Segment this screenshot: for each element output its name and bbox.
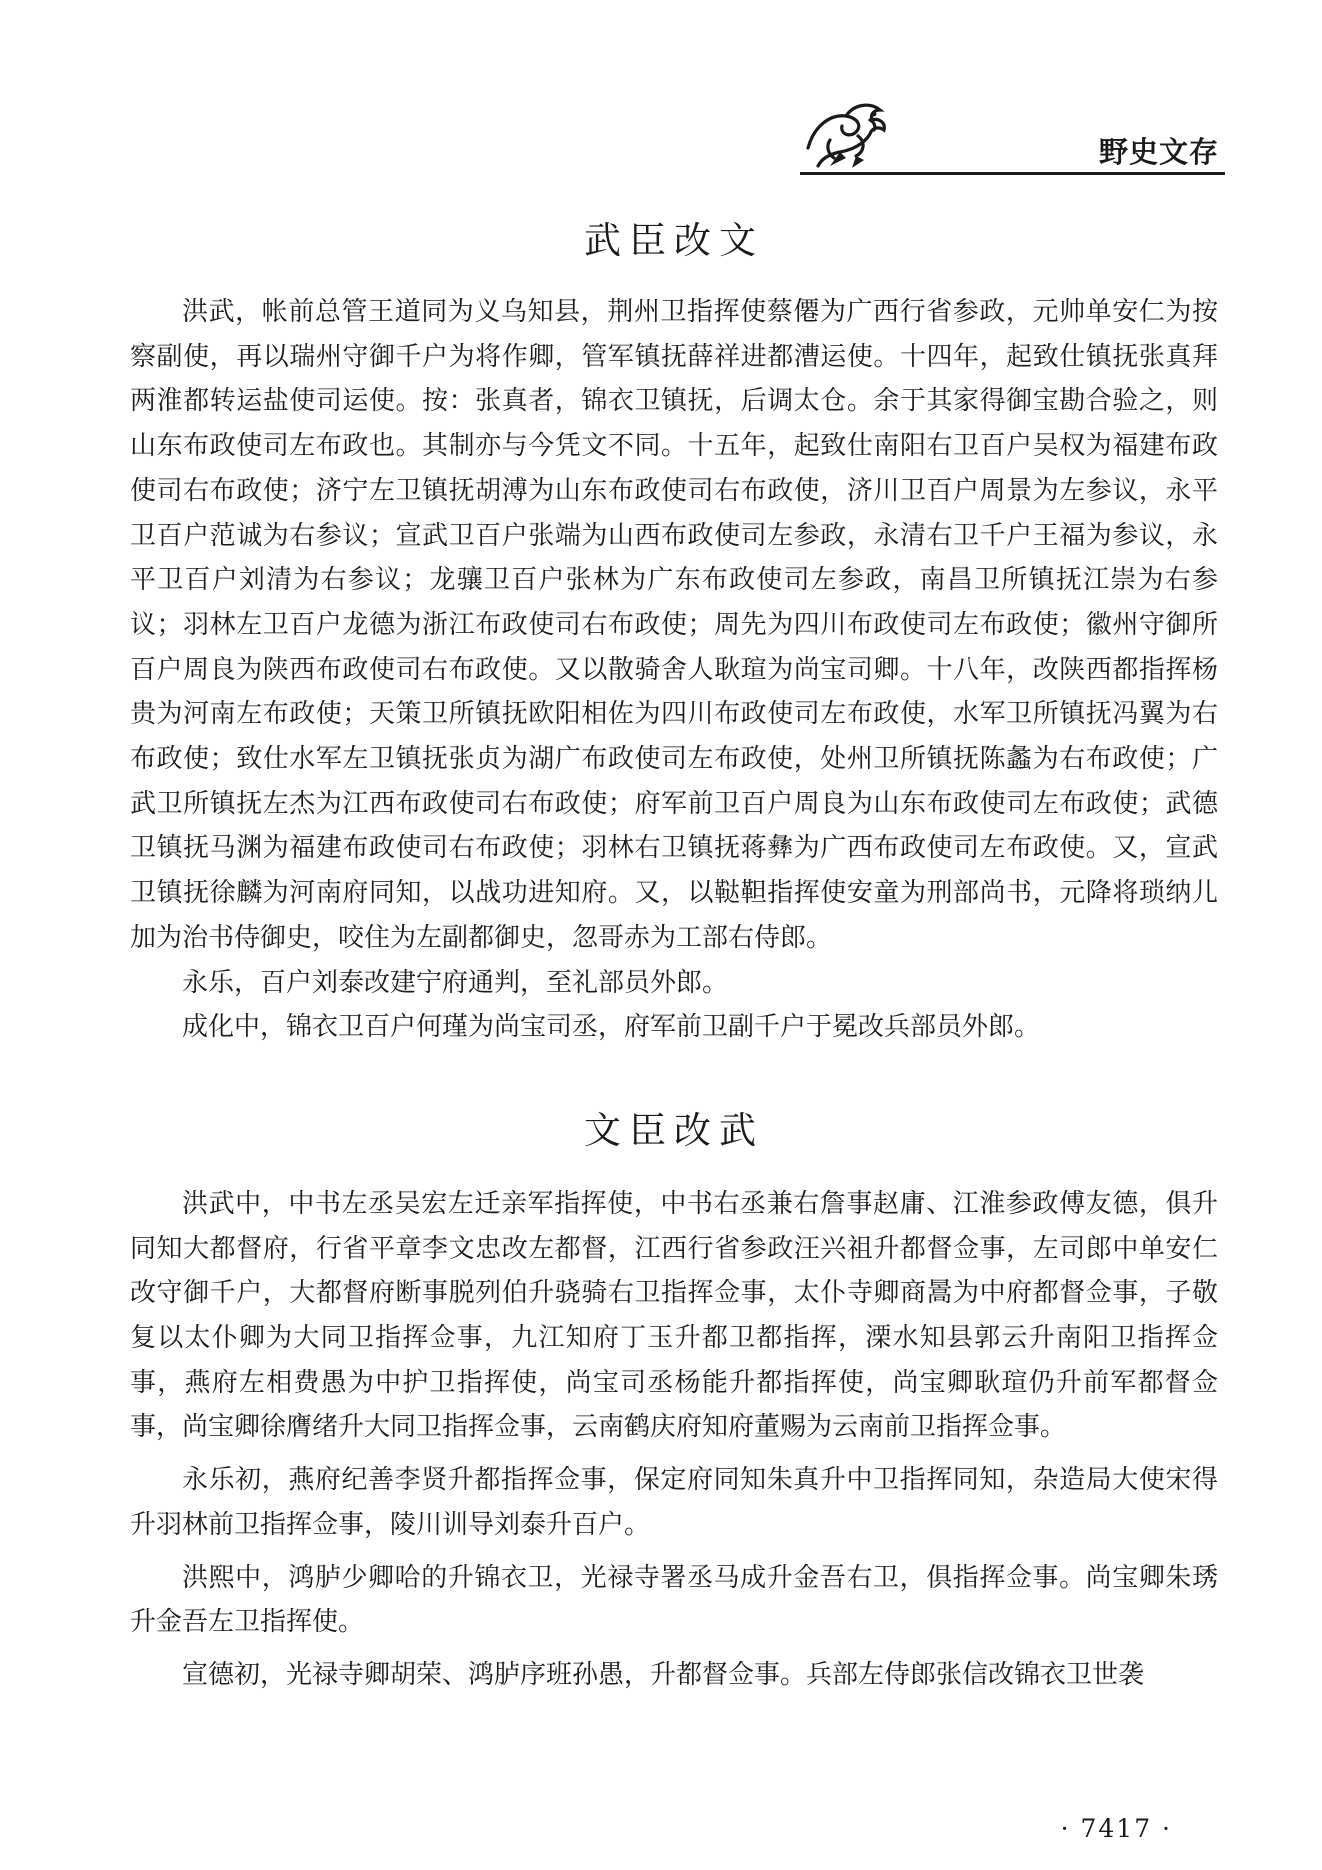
- page-body: [130, 210, 1218, 1698]
- section-wenchen-gaiwu: [130, 1100, 1218, 1698]
- paragraph: 永乐，百户刘泰改建宁府通判，至礼部员外郎。: [182, 967, 729, 998]
- section-title: 武臣改文: [584, 219, 764, 262]
- dragon-emblem-icon: [800, 96, 900, 172]
- paragraph: 成化中，锦衣卫百户何瑾为尚宝司丞，府军前卫副千户于冕改兵部员外郎。: [182, 1012, 1041, 1043]
- paragraph: 宣德初，光禄寺卿胡荣、鸿胪序班孙愚，升都督佥事。兵部左侍郎张信改锦衣卫世袭: [182, 1659, 1145, 1690]
- paragraph: 洪武，帐前总管王道同为义乌知县，荆州卫指挥使蔡僊为广西行省参政，元帅单安仁为按察副使，再以瑞州守御千户为将作卿，管军镇抚薛祥进都漕运使。十四年，起致仕镇抚张真拜两淮都转运盐使司运使。按：张真者，锦衣卫镇抚，后调太仓。余于其家得御宝勘合验之，则山东布政使司左布政也。其制亦与今凭文不同。十五年，起致仕南阳右卫百户吴权为福建布政使司右布政使；济宁左卫镇抚胡溥为山东布政使司右布政使，济川卫百户周景为左参议，永平卫百户范诚为右参议；宣武卫百户张端为山西布政使司左参政，永清右卫千户王福为参议，永平卫百户刘清为右参议；龙骧卫百户张林为广东布政使司左参政，南昌卫所镇抚江崇为右参议；羽林左卫百户龙德为浙江布政使司右布政使；周先为四川布政使司左布政使；徽州守御所百户周良为陕西布政使司右布政使。又以散骑舍人耿瑄为尚宝司卿。十八年，改陕西都指挥杨贵为河南左布政使；天策卫所镇抚欧阳相佐为四川布政使司左布政使，水军卫所镇抚冯翼为右布政使；致仕水军左卫镇抚张贞为湖广布政使司左布政使，处州卫所镇抚陈蠡为右布政使；广武卫所镇抚左杰为江西布政使司右布政使；府军前卫百户周良为山东布政使司左布政使；武德卫镇抚马渊为福建布政使司右布政使；羽林右卫镇抚蒋彝为广西布政使司左布政使。又，宣武卫镇抚徐麟为河南府同知，以战功进知府。又，以鞑靼指挥使安童为刑部尚书，元降将琐纳儿加为治书侍御史，咬住为左副都御史，忽哥赤为工部右侍郎。: [130, 297, 1218, 953]
- paragraph: 洪熙中，鸿胪少卿哈的升锦衣卫，光禄寺署丞马成升金吾右卫，俱指挥佥事。尚宝卿朱琇升金吾左卫指挥使。: [130, 1562, 1218, 1638]
- section-wuchen-gaiwen: [130, 210, 1218, 1050]
- header-rule: [800, 172, 1225, 175]
- series-title: 野史文存: [1098, 135, 1219, 169]
- section-title: 文臣改武: [584, 1108, 764, 1152]
- running-header: [800, 96, 1225, 178]
- page-number: · 7417 ·: [1060, 1814, 1172, 1843]
- paragraph: 永乐初，燕府纪善李贤升都指挥佥事，保定府同知朱真升中卫指挥同知，杂造局大使宋得升羽林前卫指挥佥事，陵川训导刘泰升百户。: [130, 1465, 1218, 1540]
- paragraph: 洪武中，中书左丞吴宏左迁亲军指挥使，中书右丞兼右詹事赵庸、江淮参政傅友德，俱升同知大都督府，行省平章李文忠改左都督，江西行省参政汪兴祖升都督佥事，左司郎中单安仁改守御千户，大都督府断事脱列伯升骁骑右卫指挥佥事，太仆寺卿商暠为中府都督佥事，子敬复以太仆卿为大同卫指挥佥事，九江知府丁玉升都卫都指挥，溧水知县郭云升南阳卫指挥佥事，燕府左相费愚为中护卫指挥使，尚宝司丞杨能升都指挥使，尚宝卿耿瑄仍升前军都督佥事，尚宝卿徐膺绪升大同卫指挥佥事，云南鹤庆府知府董赐为云南前卫指挥佥事。: [130, 1188, 1218, 1443]
